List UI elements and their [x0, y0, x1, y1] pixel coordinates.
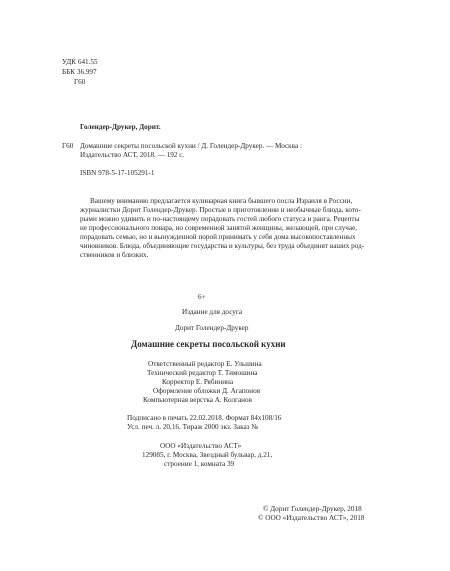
copyright-line: © ООО «Издательство АСТ», 2018	[258, 514, 365, 522]
udk-code: УДК 641.55	[62, 58, 98, 66]
credit-line: Корректор Е. Рябинина	[162, 378, 234, 386]
print-info-line: Подписано в печать 22.02.2018. Формат 84х108/16	[127, 414, 282, 422]
annotation-line: рыми можно удивить и по-настоящему порадовать гостей любого статуса и ранга. Рецепты	[80, 215, 360, 223]
author-name: Дорит Голендер-Друкер	[175, 324, 249, 332]
book-title: Домашние секреты посольской кухни	[131, 339, 286, 349]
annotation-line: порадовать семью, но и вынужденной порой принимать у себя дома высокопоставленных	[80, 233, 356, 241]
annotation-line: журналистки Дорит Голендер-Друкер. Простые в приготовлении и необычные блюда, кото-	[80, 206, 361, 214]
author-mark: Г60	[74, 78, 86, 86]
publisher-line: 129085, г. Москва, Звездный бульвар, д.21,	[142, 451, 273, 459]
annotation-line: Вашему вниманию предлагается кулинарная книга бывшего посла Израиля в России,	[90, 197, 353, 205]
print-info-line: Усл. печ. л. 20,16. Тираж 2000 экз. Заказ №	[127, 423, 259, 431]
credit-line: Ответственный редактор Е. Ульшина	[148, 360, 262, 368]
annotation-line: ственников и близких.	[80, 251, 149, 259]
bibliographic-line-1: Домашние секреты посольской кухни / Д. Голендер-Друкер. — Москва :	[80, 142, 302, 150]
annotation-line: чиновников. Блюда, объединяющие государства и культуры, без труда объединят ваших род-	[80, 242, 365, 250]
isbn: ISBN 978-5-17-105291-1	[80, 169, 155, 177]
bbk-code: ББК 36.997	[62, 68, 97, 76]
credit-line: Оформление обложки Д. Агапонов	[153, 387, 261, 395]
age-rating: 6+	[198, 293, 206, 301]
credit-line: Технический редактор Т. Тимошина	[147, 369, 258, 377]
publisher-line: строение 1, комната 39	[164, 460, 235, 468]
annotation-line: не профессионального повара, но современной занятой женщины, желающей, при случае,	[80, 224, 358, 232]
credit-line: Компьютерная верстка А. Колганов	[143, 396, 253, 404]
bibliographic-mark: Г60	[62, 142, 74, 150]
publisher-line: ООО «Издательство АСТ»	[160, 442, 242, 450]
copyright-line: © Дорит Голендер-Друкер, 2018	[263, 505, 362, 513]
author-heading: Голендер-Друкер, Дорит.	[80, 123, 161, 131]
edition-type: Издание для досуга	[182, 308, 243, 316]
bibliographic-line-2: Издательство АСТ, 2018. — 192 с.	[80, 151, 185, 159]
